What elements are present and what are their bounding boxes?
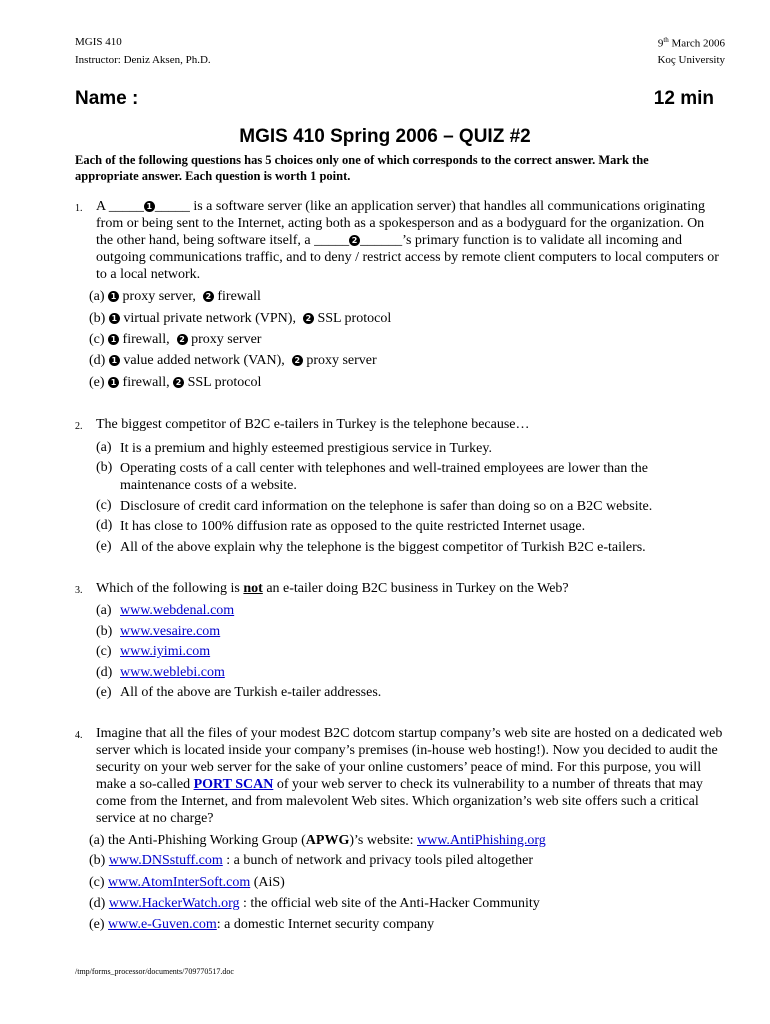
question-2-number: 2. (75, 421, 83, 432)
marker-two-icon: 2 (303, 313, 314, 324)
q1-text-part-c: ______’s primary function is to validate all incoming and outgoing communications traffic, and to deny / restrict access by remote client computers to local computers or to a local network. (96, 233, 719, 282)
instructions: Each of the following questions has 5 choices only one of which corresponds to the correct answer. Mark the appropriate answer. Each question is worth 1 point. (75, 153, 649, 183)
q1-option-b[interactable] (89, 311, 391, 327)
option-label: (a) (89, 289, 105, 304)
q1-option-d[interactable] (89, 353, 377, 369)
q3-text-part-a: Which of the following is (96, 581, 244, 596)
question-3-number: 3. (75, 585, 83, 596)
link-eguven[interactable]: www.e-Guven.com (108, 917, 217, 932)
q3-option-a[interactable] (96, 603, 234, 619)
date-suffix: th (663, 36, 669, 44)
link-antiphishing[interactable]: www.AntiPhishing.org (417, 833, 546, 848)
date-day: 9 (657, 37, 664, 50)
option-label: (e) (96, 685, 112, 700)
q3-option-e[interactable] (96, 685, 381, 701)
option-label: (b) (89, 311, 106, 326)
question-2-text: The biggest competitor of B2C e-tailers in Turkey is the telephone because… (96, 417, 530, 432)
question-1-number: 1. (75, 203, 83, 214)
q2-option-c-label[interactable]: (c) (96, 498, 112, 513)
option-label: (d) (89, 896, 106, 911)
q3-link-weblebi[interactable]: www.weblebi.com (120, 665, 225, 680)
option-label: (c) (89, 332, 105, 347)
q2-option-d[interactable]: It has close to 100% diffusion rate as opposed to the quite restricted Internet usage. (120, 519, 586, 534)
marker-two-icon: 2 (177, 334, 188, 345)
link-hackerwatch[interactable]: www.HackerWatch.org (108, 896, 240, 911)
name-label: Name : (75, 88, 139, 109)
date (658, 36, 725, 50)
option-label: (a) (89, 833, 105, 848)
q3-link-webdenal[interactable]: www.webdenal.com (120, 603, 235, 618)
q1-text-part-b: _____ is a software server (like an application server) that handles all communications originating from or being sent to the Internet, acting both as a spokesperson and as a bodyguard for the organization. On the other hand, being software itself, a _____ (96, 199, 705, 248)
option-second: firewall (213, 289, 261, 304)
question-1-text (96, 198, 724, 283)
q4-text-part-a: Imagine that all the files of your modest B2C dotcom startup company’s web site are hosted on a dedicated web server which is located inside your company’s premises (in-house web hosting!). Now you decided to audit the security on your web server for the sake of your online customers’ peace of mind. For this purpose, you will make a so-called (96, 726, 723, 792)
option-first: virtual private network (VPN), (119, 311, 296, 326)
q3-link-vesaire[interactable]: www.vesaire.com (120, 624, 221, 639)
university: Koç University (657, 54, 725, 66)
option-second: SSL protocol (184, 375, 262, 390)
question-3-text (96, 580, 724, 597)
option-label: (d) (96, 665, 113, 680)
option-after: : the official web site of the Anti-Hacker Community (239, 896, 540, 911)
page-title: MGIS 410 Spring 2006 – QUIZ #2 (239, 126, 531, 147)
option-label: (a) (96, 603, 112, 618)
course-code: MGIS 410 (75, 36, 122, 48)
q3-text-part-b: an e-tailer doing B2C business in Turkey on the Web? (262, 581, 569, 596)
q4-option-c[interactable] (89, 875, 285, 891)
q1-text-part-a: A _____ (96, 199, 144, 214)
q1-option-c[interactable] (89, 332, 261, 348)
q1-option-e[interactable] (89, 375, 261, 391)
marker-one-icon: 1 (108, 377, 119, 388)
port-scan-link[interactable]: PORT SCAN (193, 777, 274, 792)
q4-option-e[interactable] (89, 917, 434, 933)
q2-option-e-label[interactable]: (e) (96, 539, 112, 554)
option-post: )’s website: (349, 833, 417, 848)
q2-option-a[interactable]: It is a premium and highly esteemed prestigious service in Turkey. (120, 441, 492, 456)
option-after: : a bunch of network and privacy tools piled altogether (222, 853, 534, 868)
marker-one-icon: 1 (109, 355, 120, 366)
option-bold: APWG (305, 833, 350, 848)
option-label: (b) (96, 624, 113, 639)
q3-option-d[interactable] (96, 665, 225, 681)
option-pre: the Anti-Phishing Working Group ( (104, 833, 306, 848)
link-dnsstuff[interactable]: www.DNSstuff.com (108, 853, 223, 868)
marker-one-icon: 1 (108, 334, 119, 345)
option-second: SSL protocol (313, 311, 392, 326)
q1-option-a[interactable] (89, 289, 261, 305)
marker-two-icon: 2 (349, 235, 360, 246)
footer-path: /tmp/forms_processor/documents/709770517.doc (75, 967, 234, 976)
q4-option-d[interactable] (89, 896, 540, 912)
q4-option-b[interactable] (89, 853, 533, 869)
q4-option-a[interactable] (89, 833, 546, 849)
q3-link-iyimi[interactable]: www.iyimi.com (120, 644, 211, 659)
option-text: All of the above are Turkish e-tailer addresses. (120, 685, 382, 700)
marker-two-icon: 2 (203, 291, 214, 302)
q2-option-a-label[interactable]: (a) (96, 440, 112, 455)
q4-text-part-b: of your web server to check its vulnerability to a number of threats that may come from the Internet, and from malevolent Web sites. Which organization’s web site offers such a critical service at no charge? (96, 777, 703, 826)
q2-option-c[interactable]: Disclosure of credit card information on the telephone is safer than doing so on a B2C website. (120, 499, 653, 514)
marker-one-icon: 1 (144, 201, 155, 212)
option-first: proxy server, (119, 289, 196, 304)
instructor: Instructor: Deniz Aksen, Ph.D. (75, 54, 211, 66)
marker-two-icon: 2 (173, 377, 184, 388)
option-second: proxy server (187, 332, 262, 347)
q2-option-b-label[interactable]: (b) (96, 460, 113, 475)
option-label: (e) (89, 917, 105, 932)
q3-option-b[interactable] (96, 624, 220, 640)
option-label: (e) (89, 375, 105, 390)
marker-one-icon: 1 (109, 313, 120, 324)
option-label: (c) (89, 875, 105, 890)
q3-option-c[interactable] (96, 644, 210, 660)
option-after: (AiS) (250, 875, 285, 890)
question-4-text (96, 725, 724, 827)
option-label: (d) (89, 353, 106, 368)
question-4-number: 4. (75, 730, 83, 741)
q2-option-d-label[interactable]: (d) (96, 518, 113, 533)
time-label: 12 min (653, 88, 714, 109)
marker-one-icon: 1 (108, 291, 119, 302)
option-first: firewall, (119, 332, 170, 347)
date-rest: March 2006 (668, 37, 725, 50)
option-second: proxy server (302, 353, 377, 368)
q2-option-e[interactable]: All of the above explain why the telephone is the biggest competitor of Turkish B2C e-tailers. (120, 540, 646, 555)
option-label: (c) (96, 644, 112, 659)
option-after: : a domestic Internet security company (216, 917, 435, 932)
option-first: firewall, (119, 375, 170, 390)
q3-not-emphasis: not (243, 581, 263, 596)
option-first: value added network (VAN), (119, 353, 285, 368)
link-atomintersoft[interactable]: www.AtomInterSoft.com (108, 875, 251, 890)
q2-option-b[interactable]: Operating costs of a call center with telephones and well-trained employees are lower than the maintenance costs of a website. (120, 461, 648, 493)
marker-two-icon: 2 (292, 355, 303, 366)
option-label: (b) (89, 853, 106, 868)
